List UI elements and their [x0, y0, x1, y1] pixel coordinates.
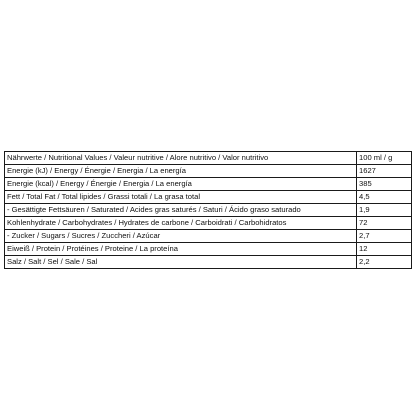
table-row — [5, 165, 412, 178]
nutrient-label: Energie (kJ) / Energy / Énergie / Energia / La energía — [5, 165, 357, 178]
nutrient-label: - Gesättigte Fettsäuren / Saturated / Acides gras saturés / Saturi / Ácido graso saturado — [5, 204, 357, 217]
nutrition-facts-table — [4, 151, 412, 269]
nutrient-label: Eiweiß / Protein / Protéines / Proteine / La proteína — [5, 243, 357, 256]
table-row — [5, 204, 412, 217]
nutrient-label: Salz / Salt / Sel / Sale / Sal — [5, 256, 357, 269]
nutrient-value: 72 — [357, 217, 412, 230]
nutrient-value: 385 — [357, 178, 412, 191]
nutrient-value: 100 ml / g — [357, 152, 412, 165]
nutrient-value: 1627 — [357, 165, 412, 178]
nutrient-value: 2,7 — [357, 230, 412, 243]
table-row — [5, 217, 412, 230]
table-row — [5, 178, 412, 191]
table-row-header — [5, 152, 412, 165]
nutrient-value: 4,5 — [357, 191, 412, 204]
table-row — [5, 256, 412, 269]
table-row — [5, 191, 412, 204]
nutrient-value: 1,9 — [357, 204, 412, 217]
nutrient-label: Nährwerte / Nutritional Values / Valeur nutritive / Alore nutritivo / Valor nutritivo — [5, 152, 357, 165]
nutrient-label: Fett / Total Fat / Total lipides / Grassi totali / La grasa total — [5, 191, 357, 204]
table-row — [5, 243, 412, 256]
nutrient-label: Energie (kcal) / Energy / Énergie / Energia / La energía — [5, 178, 357, 191]
nutrient-label: - Zucker / Sugars / Sucres / Zuccheri / Azúcar — [5, 230, 357, 243]
nutrient-value: 12 — [357, 243, 412, 256]
nutrient-label: Kohlenhydrate / Carbohydrates / Hydrates de carbone / Carboidrati / Carbohidratos — [5, 217, 357, 230]
nutrient-value: 2,2 — [357, 256, 412, 269]
table-row — [5, 230, 412, 243]
